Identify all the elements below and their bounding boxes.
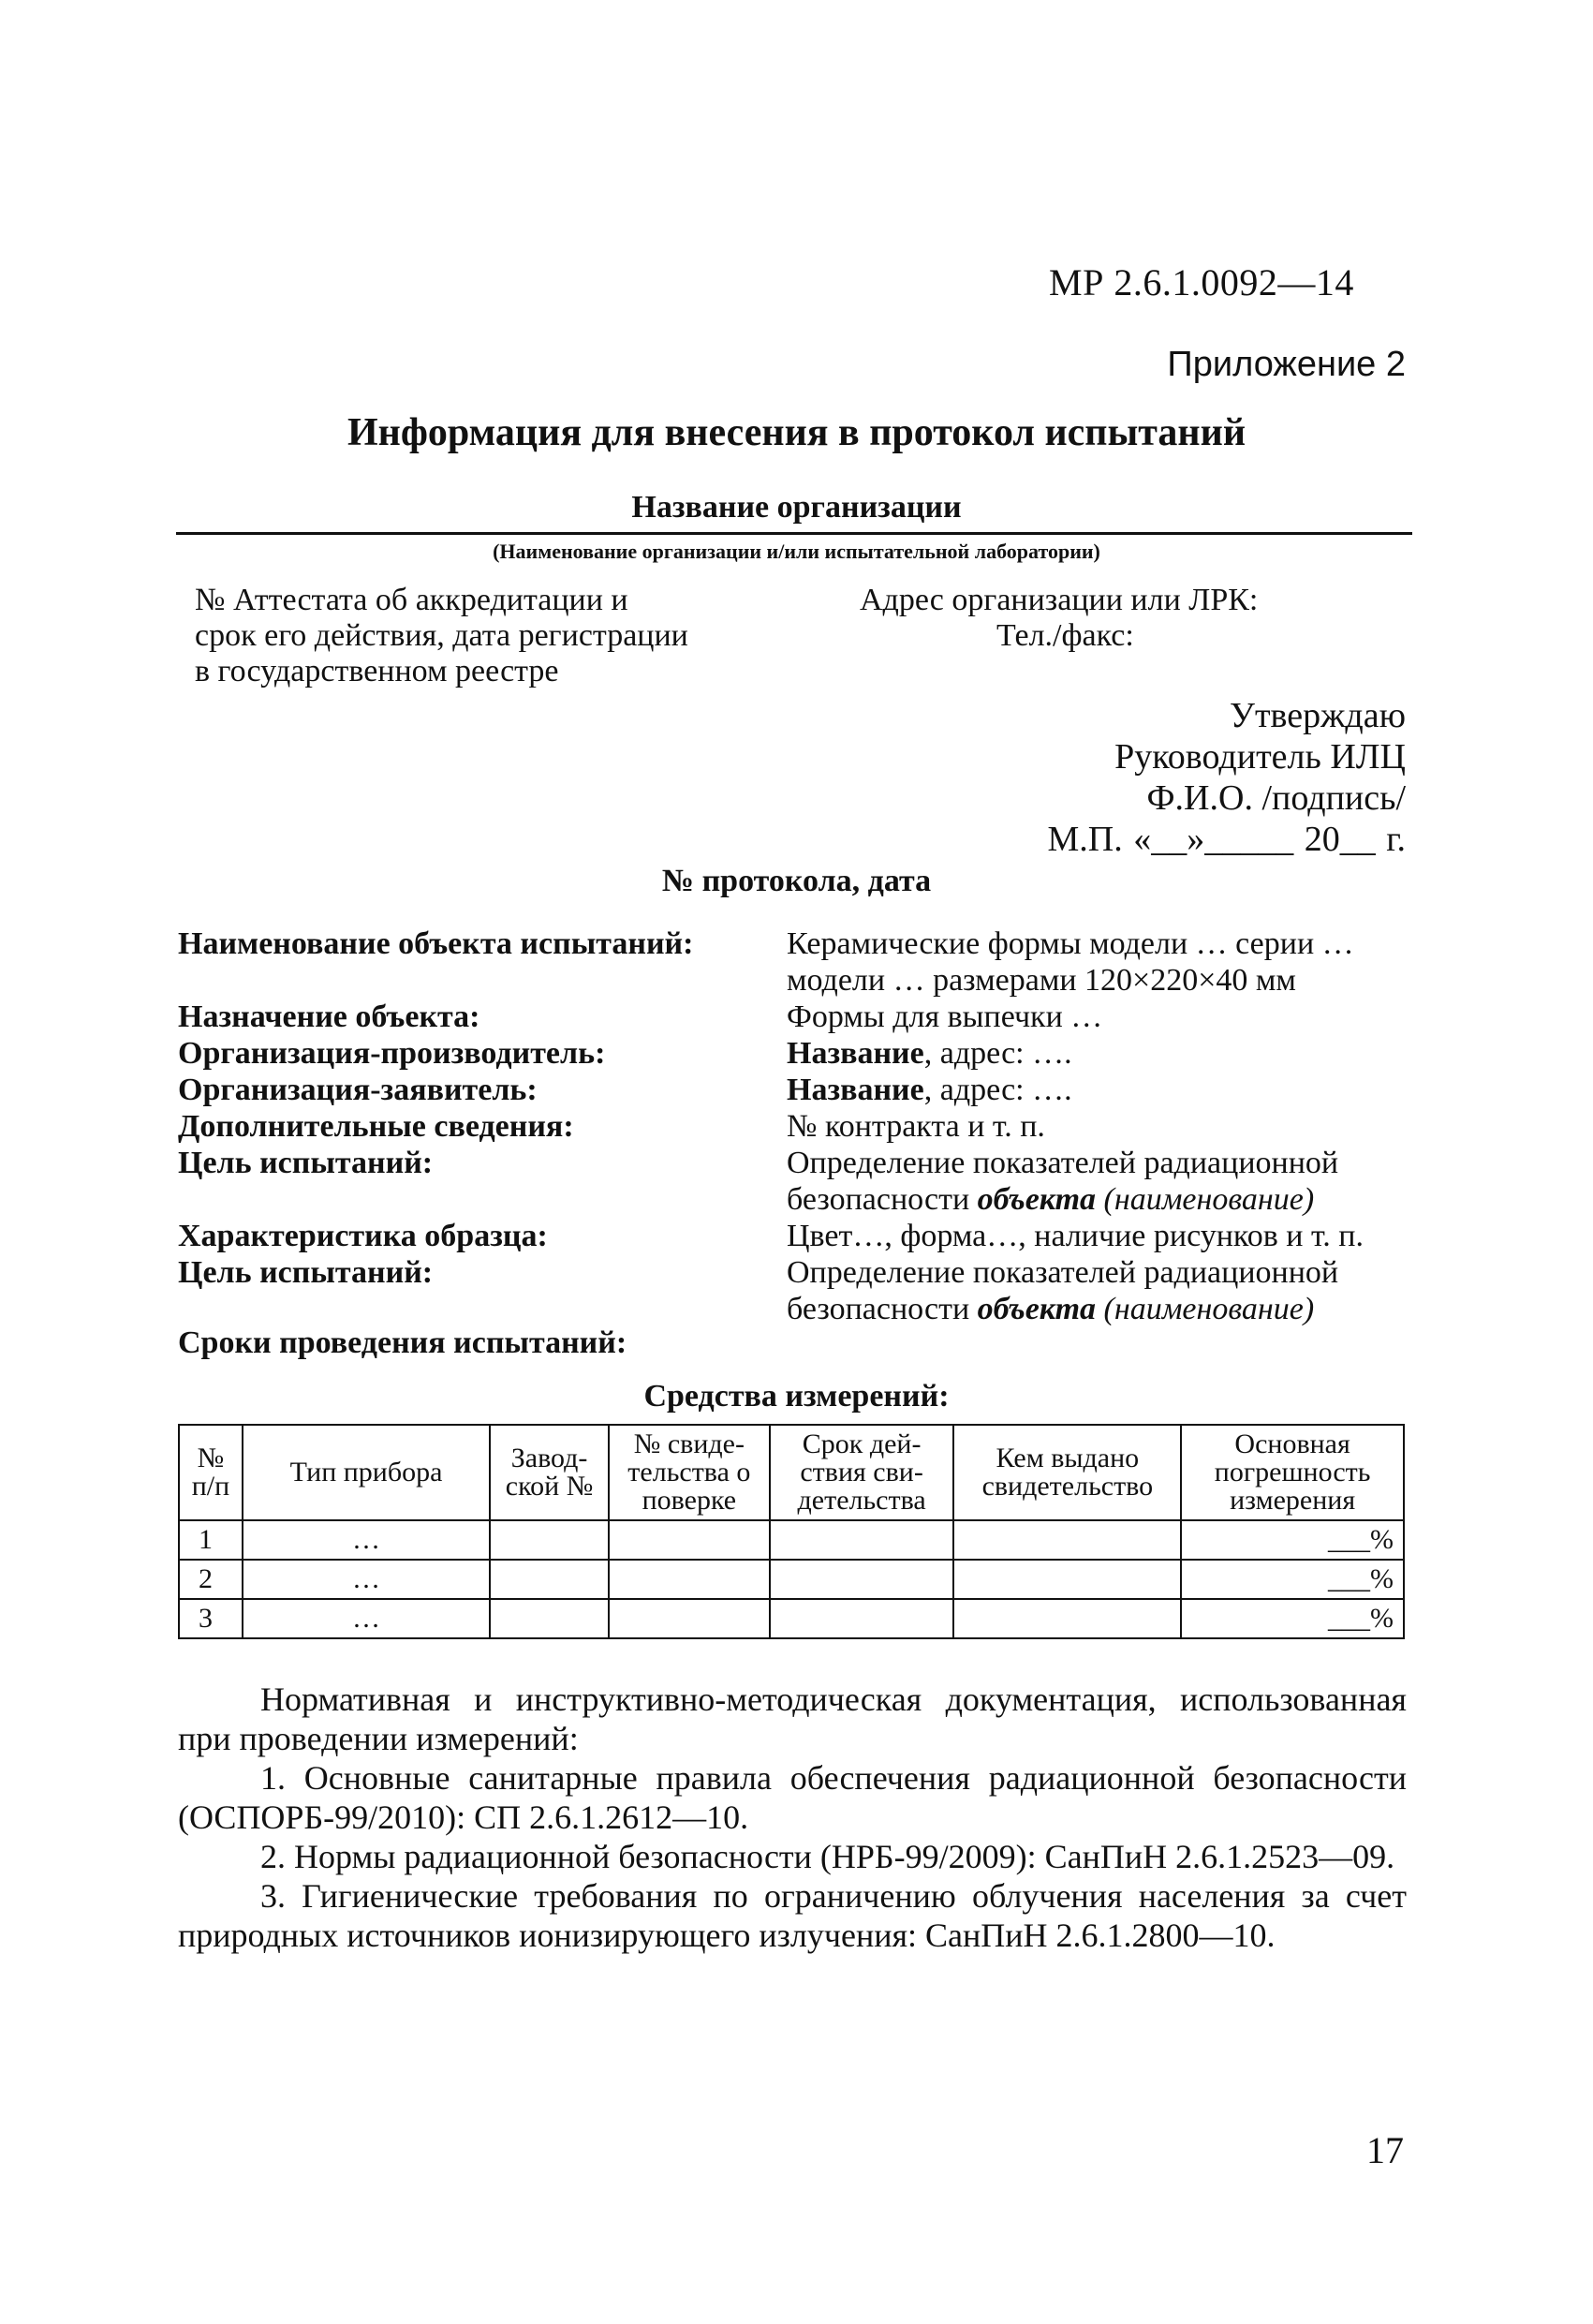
row-serial <box>490 1599 609 1638</box>
field-value: Определение показателей радиационной <box>787 1146 1339 1180</box>
field-goal-cont <box>178 1181 1433 1218</box>
page-number: 17 <box>1366 2129 1404 2171</box>
table-row <box>179 1520 1404 1560</box>
goal-text: безопасности <box>787 1182 978 1217</box>
field-value <box>787 1035 1433 1072</box>
approval-line: Руководитель ИЛЦ <box>1114 737 1406 777</box>
manufacturer-address: , адрес: …. <box>923 1036 1072 1071</box>
table-row <box>179 1599 1404 1638</box>
field-applicant <box>178 1072 1433 1108</box>
row-device: … <box>243 1599 490 1638</box>
applicant-address: , адрес: …. <box>923 1073 1072 1107</box>
field-sample <box>178 1218 1433 1254</box>
row-error: ___% <box>1181 1599 1404 1638</box>
header-certificate: № свиде- тельства о поверке <box>609 1425 770 1520</box>
row-validity <box>770 1520 954 1560</box>
accreditation-block <box>195 583 688 689</box>
row-serial <box>490 1520 609 1560</box>
field-value: Керамические формы модели … серии … <box>787 926 1354 961</box>
field-value: модели … размерами 120×220×40 мм <box>787 963 1296 998</box>
row-device: … <box>243 1520 490 1560</box>
header-num: № п/п <box>179 1425 243 1520</box>
object-fields <box>178 925 1433 1327</box>
test-terms-label: Сроки проведения испытаний: <box>178 1325 627 1360</box>
phone-fax-line: Тел./факс: <box>996 618 1134 653</box>
field-value: Определение показателей радиационной <box>787 1255 1339 1290</box>
manufacturer-name: Название <box>787 1036 924 1071</box>
field-label: Цель испытаний: <box>178 1255 434 1290</box>
goal-text: безопасности <box>787 1292 978 1326</box>
approval-stamp-date: М.П. «__»_____ 20__ г. <box>1047 820 1406 859</box>
row-serial <box>490 1560 609 1599</box>
field-label: Дополнительные сведения: <box>178 1109 574 1144</box>
field-extra <box>178 1108 1433 1145</box>
field-value <box>787 1181 1433 1218</box>
table-header-row <box>179 1425 1404 1520</box>
field-label: Наименование объекта испытаний: <box>178 926 694 961</box>
field-label: Характеристика образца: <box>178 1219 548 1253</box>
row-validity <box>770 1560 954 1599</box>
field-value: № контракта и т. п. <box>787 1109 1045 1144</box>
approval-line: Ф.И.О. /подпись/ <box>1146 778 1406 818</box>
field-label: Назначение объекта: <box>178 999 480 1034</box>
field-label: Организация-заявитель: <box>178 1073 538 1107</box>
address-line: Адрес организации или ЛРК: <box>860 583 1259 617</box>
address-block <box>860 583 1258 654</box>
normative-intro: Нормативная и инструктивно-методическая документация, использованная при проведении измерений: <box>178 1680 1407 1757</box>
protocol-number-date: № протокола, дата <box>661 864 932 898</box>
field-value <box>787 1072 1433 1108</box>
header-error: Основная погрешность измерения <box>1181 1425 1404 1520</box>
approval-block <box>1047 695 1406 860</box>
row-error: ___% <box>1181 1520 1404 1560</box>
accreditation-line: № Аттестата об аккредитации и <box>195 583 628 617</box>
appendix-label: Приложение 2 <box>1167 345 1406 384</box>
header-issuer: Кем выдано свидетельство <box>953 1425 1181 1520</box>
organization-underline <box>176 532 1412 535</box>
row-issuer <box>953 1520 1181 1560</box>
goal-naming: (наименование) <box>1096 1182 1315 1217</box>
header-validity: Срок дей- ствия сви- детельства <box>770 1425 954 1520</box>
row-certificate <box>609 1560 770 1599</box>
row-num: 3 <box>179 1599 243 1638</box>
field-purpose <box>178 999 1433 1035</box>
field-goal <box>178 1145 1433 1181</box>
row-issuer <box>953 1599 1181 1638</box>
normative-item: 3. Гигиенические требования по ограничению облучения населения за счет природных источников ионизирующего излучения: СанПиН 2.6.1.2800—10. <box>178 1877 1407 1954</box>
approval-line: Утверждаю <box>1230 696 1406 735</box>
normative-item: 2. Нормы радиационной безопасности (НРБ-99/2009): СанПиН 2.6.1.2523—09. <box>260 1838 1395 1875</box>
field-value <box>787 1291 1433 1327</box>
goal-object: объекта <box>977 1182 1097 1217</box>
goal-object: объекта <box>977 1292 1097 1326</box>
header-device: Тип прибора <box>243 1425 490 1520</box>
row-validity <box>770 1599 954 1638</box>
measurement-table <box>178 1424 1405 1639</box>
row-error: ___% <box>1181 1560 1404 1599</box>
field-label: Организация-производитель: <box>178 1036 606 1071</box>
row-certificate <box>609 1599 770 1638</box>
accreditation-line: срок его действия, дата регистрации <box>195 618 688 653</box>
field-object-cont <box>178 962 1433 999</box>
field-object <box>178 925 1433 962</box>
field-goal-2-cont <box>178 1291 1433 1327</box>
document-code: МР 2.6.1.0092—14 <box>1049 261 1354 303</box>
field-value: Формы для выпечки … <box>787 999 1103 1034</box>
field-manufacturer <box>178 1035 1433 1072</box>
measurement-means-title: Средства измерений: <box>643 1379 950 1414</box>
header-serial: Завод- ской № <box>490 1425 609 1520</box>
normative-item: 1. Основные санитарные правила обеспечения радиационной безопасности (ОСПОРБ-99/2010): СП 2.6.1.2612—10. <box>178 1759 1407 1836</box>
organization-hint: (Наименование организации и/или испытательной лаборатории) <box>493 540 1100 563</box>
row-num: 1 <box>179 1520 243 1560</box>
applicant-name: Название <box>787 1073 924 1107</box>
page-title: Информация для внесения в протокол испытаний <box>347 411 1246 454</box>
goal-naming: (наименование) <box>1096 1292 1315 1326</box>
accreditation-line: в государственном реестре <box>195 654 559 688</box>
row-device: … <box>243 1560 490 1599</box>
row-certificate <box>609 1520 770 1560</box>
normative-docs <box>178 1680 1407 1955</box>
row-num: 2 <box>179 1560 243 1599</box>
field-goal-2 <box>178 1254 1433 1291</box>
field-value: Цвет…, форма…, наличие рисунков и т. п. <box>787 1219 1364 1253</box>
row-issuer <box>953 1560 1181 1599</box>
field-label: Цель испытаний: <box>178 1146 434 1180</box>
table-row <box>179 1560 1404 1599</box>
organization-name: Название организации <box>631 490 962 525</box>
